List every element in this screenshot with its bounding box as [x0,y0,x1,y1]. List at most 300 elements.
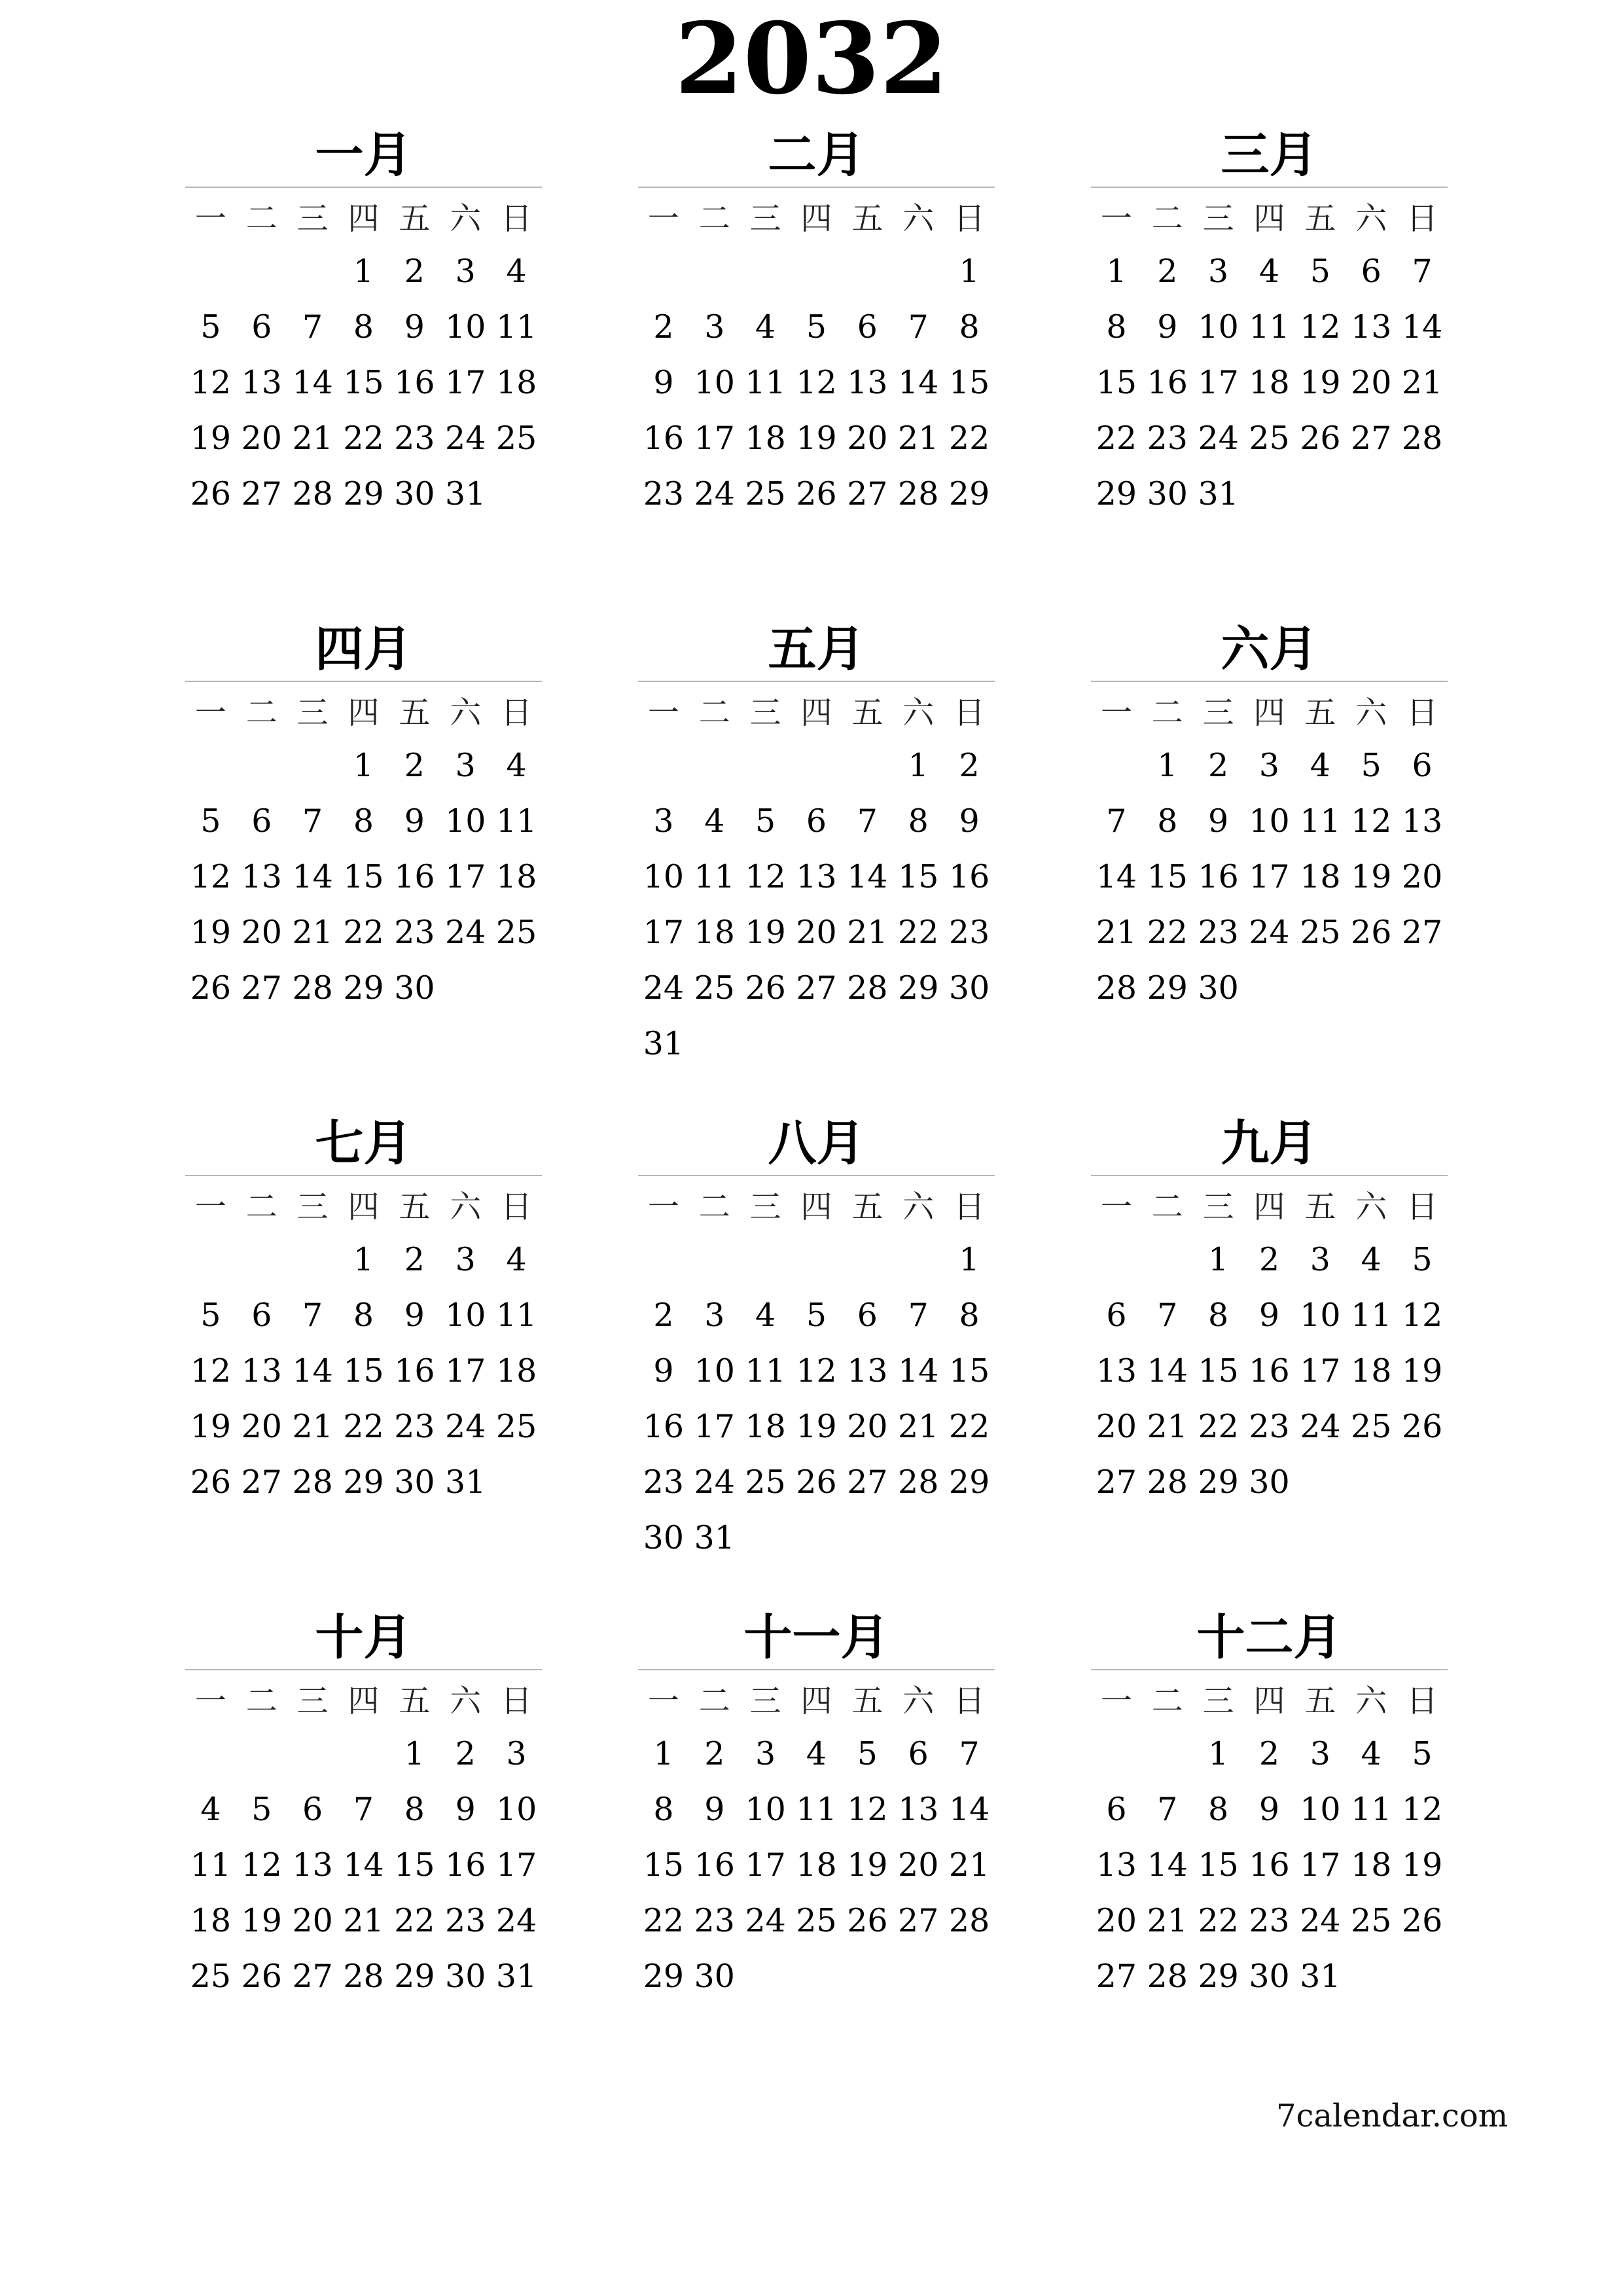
day-cell: 30 [1249,1958,1290,1995]
month-block [638,1116,995,1566]
week-row [638,1726,995,1782]
weekday-header: 一 [194,694,226,731]
day-cell: 28 [847,969,888,1007]
week-row [1091,905,1448,960]
day-cell: 2 [1258,1241,1280,1278]
week-row [638,1232,995,1287]
day-cell: 13 [847,364,888,401]
empty-day-cell [944,1948,995,2004]
day-cell: 4 [704,802,725,840]
day-cell: 27 [241,1463,282,1501]
empty-day-cell [491,466,542,522]
weekday-header-row [185,1176,542,1232]
day-cell: 16 [948,858,990,895]
day-cell: 4 [755,308,776,346]
empty-day-cell [740,1510,791,1566]
day-cell: 29 [1198,1463,1239,1501]
weekday-header: 日 [501,1683,533,1719]
day-cell: 22 [898,914,939,951]
day-cell: 11 [745,1352,786,1390]
day-cell: 17 [445,858,486,895]
weekday-header: 四 [1253,200,1285,237]
week-row [1091,410,1448,466]
day-cell: 16 [394,1352,435,1390]
day-cell: 21 [292,420,333,457]
day-cell: 27 [1401,914,1443,951]
week-row [1091,1399,1448,1454]
day-cell: 17 [694,420,735,457]
day-cell: 11 [495,308,537,346]
day-cell: 9 [959,802,980,840]
weekday-header: 四 [348,200,380,237]
day-cell: 19 [1351,858,1392,895]
day-cell: 12 [1300,308,1341,346]
day-cell: 13 [241,364,282,401]
week-row [638,1016,995,1071]
day-cell: 7 [1412,253,1433,290]
week-row [185,1893,542,1948]
empty-day-cell [1244,960,1295,1016]
week-row [185,355,542,410]
day-cell: 6 [302,1791,323,1828]
day-cell: 26 [1401,1408,1443,1445]
day-cell: 9 [1208,802,1229,840]
weekday-header: 日 [501,200,533,237]
day-cell: 23 [394,420,435,457]
day-cell: 25 [745,1463,786,1501]
day-cell: 16 [643,420,685,457]
weekday-header: 二 [698,694,730,731]
weekday-header: 二 [698,1189,730,1225]
weekday-header: 六 [902,200,935,237]
day-cell: 14 [292,364,333,401]
weekday-header: 二 [245,200,277,237]
day-cell: 30 [694,1958,735,1995]
day-cell: 2 [404,747,425,784]
day-cell: 1 [353,253,374,290]
weekday-header: 二 [698,200,730,237]
day-cell: 13 [1351,308,1392,346]
day-cell: 18 [745,1408,786,1445]
week-row [1091,1782,1448,1837]
day-cell: 12 [190,1352,232,1390]
day-cell: 23 [643,475,685,512]
day-cell: 7 [908,308,929,346]
empty-day-cell [491,960,542,1016]
empty-day-cell [1346,1948,1397,2004]
day-cell: 4 [506,253,527,290]
day-cell: 19 [190,420,232,457]
week-row [1091,1232,1448,1287]
weekday-header: 日 [1406,200,1438,237]
weekday-header: 日 [1406,694,1438,731]
day-cell: 27 [1351,420,1392,457]
day-cell: 20 [241,420,282,457]
day-cell: 14 [1401,308,1443,346]
weekday-header: 三 [296,1189,329,1225]
day-cell: 9 [404,802,425,840]
day-cell: 8 [1157,802,1178,840]
weekday-header: 五 [399,694,431,731]
day-cell: 5 [1412,1735,1433,1772]
day-cell: 3 [704,1297,725,1334]
day-cell: 13 [1096,1352,1137,1390]
day-cell: 18 [1300,858,1341,895]
month-name: 一月 [315,127,412,183]
day-cell: 28 [1147,1958,1188,1995]
day-cell: 15 [343,858,384,895]
day-cell: 23 [948,914,990,951]
day-cell: 12 [241,1846,282,1884]
week-row [638,299,995,355]
day-cell: 24 [1249,914,1290,951]
weekday-header: 四 [348,1683,380,1719]
month-block [638,622,995,1071]
day-cell: 2 [653,308,674,346]
month-table [1091,1176,1448,1510]
day-cell: 29 [1198,1958,1239,1995]
day-cell: 19 [241,1902,282,1939]
day-cell: 6 [1106,1297,1127,1334]
day-cell: 14 [343,1846,384,1884]
day-cell: 26 [190,1463,232,1501]
day-cell: 27 [847,475,888,512]
day-cell: 25 [495,420,537,457]
weekday-header-row [1091,1670,1448,1726]
weekday-header-row [638,188,995,243]
day-cell: 8 [959,1297,980,1334]
day-cell: 12 [1401,1297,1443,1334]
day-cell: 12 [1351,802,1392,840]
day-cell: 20 [898,1846,939,1884]
weekday-header: 五 [851,694,883,731]
website-footer[interactable]: 7calendar.com [1276,2098,1508,2134]
week-row [185,1232,542,1287]
day-cell: 10 [1300,1297,1341,1334]
empty-day-cell [287,1232,338,1287]
month-block [185,622,542,1016]
day-cell: 22 [1096,420,1137,457]
week-row [1091,1454,1448,1510]
day-cell: 18 [694,914,735,951]
week-row [185,410,542,466]
day-cell: 22 [948,420,990,457]
weekday-header: 六 [1355,1189,1387,1225]
day-cell: 1 [908,747,929,784]
weekday-header-row [185,1670,542,1726]
empty-day-cell [1346,960,1397,1016]
day-cell: 29 [948,475,990,512]
weekday-header: 四 [348,1189,380,1225]
empty-day-cell [1244,466,1295,522]
weekday-header: 日 [1406,1189,1438,1225]
day-cell: 6 [1106,1791,1127,1828]
month-name: 六月 [1221,621,1318,677]
day-cell: 6 [251,802,272,840]
day-cell: 30 [1147,475,1188,512]
day-cell: 31 [643,1025,685,1062]
weekday-header: 二 [1151,1189,1183,1225]
day-cell: 9 [1157,308,1178,346]
day-cell: 1 [959,253,980,290]
day-cell: 2 [455,1735,476,1772]
month-block [1091,1116,1448,1510]
day-cell: 21 [292,1408,333,1445]
weekday-header: 四 [800,1189,832,1225]
day-cell: 19 [745,914,786,951]
day-cell: 24 [495,1902,537,1939]
week-row [1091,1837,1448,1893]
empty-day-cell [689,1016,740,1071]
day-cell: 7 [908,1297,929,1334]
day-cell: 5 [251,1791,272,1828]
month-name: 五月 [768,621,865,677]
weekday-header: 四 [1253,1683,1285,1719]
empty-day-cell [1397,466,1448,522]
day-cell: 3 [755,1735,776,1772]
week-row [185,1454,542,1510]
day-cell: 19 [847,1846,888,1884]
empty-day-cell [1397,1948,1448,2004]
week-row [638,1287,995,1343]
day-cell: 6 [857,308,878,346]
day-cell: 4 [200,1791,221,1828]
day-cell: 23 [445,1902,486,1939]
week-row [185,849,542,905]
day-cell: 12 [190,858,232,895]
week-row [1091,466,1448,522]
day-cell: 12 [190,364,232,401]
weekday-header: 一 [647,694,679,731]
day-cell: 12 [745,858,786,895]
weekday-header-row [638,1670,995,1726]
day-cell: 23 [394,914,435,951]
weekday-header: 二 [1151,694,1183,731]
week-row [185,299,542,355]
empty-day-cell [185,1232,236,1287]
day-cell: 30 [394,1463,435,1501]
week-row [185,466,542,522]
day-cell: 18 [796,1846,837,1884]
day-cell: 27 [796,969,837,1007]
week-row [185,1948,542,2004]
day-cell: 24 [1300,1902,1341,1939]
day-cell: 1 [1208,1735,1229,1772]
weekday-header: 二 [245,1683,277,1719]
day-cell: 14 [292,1352,333,1390]
weekday-header: 一 [647,1189,679,1225]
day-cell: 28 [292,475,333,512]
month-table [638,188,995,522]
month-name: 十二月 [1196,1609,1342,1666]
day-cell: 3 [506,1735,527,1772]
week-row [1091,243,1448,299]
day-cell: 5 [806,308,827,346]
weekday-header: 五 [1304,1683,1336,1719]
week-row [638,1893,995,1948]
day-cell: 16 [1198,858,1239,895]
day-cell: 25 [495,1408,537,1445]
day-cell: 6 [806,802,827,840]
day-cell: 11 [1351,1297,1392,1334]
month-block [1091,1610,1448,2004]
weekday-header: 六 [902,1189,935,1225]
weekday-header: 六 [450,1189,482,1225]
weekday-header: 三 [749,1189,781,1225]
day-cell: 27 [847,1463,888,1501]
week-row [638,466,995,522]
day-cell: 29 [343,475,384,512]
month-table [1091,188,1448,522]
day-cell: 18 [495,858,537,895]
month-table [1091,1670,1448,2004]
week-row [1091,299,1448,355]
day-cell: 31 [495,1958,537,1995]
day-cell: 13 [847,1352,888,1390]
week-row [185,1399,542,1454]
day-cell: 10 [643,858,685,895]
day-cell: 18 [495,364,537,401]
day-cell: 5 [200,308,221,346]
day-cell: 5 [1412,1241,1433,1278]
empty-day-cell [1294,1454,1346,1510]
day-cell: 14 [292,858,333,895]
month-name: 十一月 [743,1609,889,1666]
day-cell: 4 [1258,253,1280,290]
day-cell: 30 [643,1519,685,1556]
weekday-header: 日 [954,1189,986,1225]
day-cell: 24 [694,1463,735,1501]
empty-day-cell [440,960,491,1016]
day-cell: 17 [745,1846,786,1884]
weekday-header: 四 [1253,694,1285,731]
day-cell: 18 [745,420,786,457]
empty-day-cell [236,243,287,299]
day-cell: 9 [653,364,674,401]
day-cell: 29 [343,969,384,1007]
empty-day-cell [287,738,338,793]
day-cell: 10 [495,1791,537,1828]
day-cell: 17 [1300,1846,1341,1884]
day-cell: 29 [343,1463,384,1501]
day-cell: 13 [898,1791,939,1828]
day-cell: 5 [1361,747,1382,784]
weekday-header: 三 [749,200,781,237]
day-cell: 25 [796,1902,837,1939]
month-table [185,1670,542,2004]
empty-day-cell [842,1232,893,1287]
day-cell: 8 [653,1791,674,1828]
day-cell: 7 [857,802,878,840]
day-cell: 3 [1208,253,1229,290]
empty-day-cell [791,738,842,793]
empty-day-cell [1346,1454,1397,1510]
day-cell: 15 [1096,364,1137,401]
month-table [185,188,542,522]
day-cell: 22 [948,1408,990,1445]
week-row [185,793,542,849]
empty-day-cell [1091,1232,1142,1287]
day-cell: 28 [343,1958,384,1995]
empty-day-cell [791,243,842,299]
day-cell: 16 [1249,1352,1290,1390]
empty-day-cell [893,1232,944,1287]
day-cell: 13 [292,1846,333,1884]
day-cell: 10 [445,1297,486,1334]
day-cell: 29 [948,1463,990,1501]
day-cell: 24 [745,1902,786,1939]
day-cell: 11 [694,858,735,895]
day-cell: 26 [241,1958,282,1995]
weekday-header: 五 [399,200,431,237]
week-row [185,1287,542,1343]
week-row [638,1343,995,1399]
day-cell: 3 [704,308,725,346]
day-cell: 16 [394,364,435,401]
day-cell: 23 [394,1408,435,1445]
day-cell: 10 [445,308,486,346]
week-row [638,1948,995,2004]
empty-day-cell [185,243,236,299]
week-row [1091,738,1448,793]
weekday-header: 四 [800,1683,832,1719]
day-cell: 5 [1310,253,1330,290]
day-cell: 6 [1361,253,1382,290]
empty-day-cell [791,1510,842,1566]
day-cell: 15 [1198,1352,1239,1390]
week-row [638,1399,995,1454]
week-row [185,1343,542,1399]
day-cell: 25 [190,1958,232,1995]
empty-day-cell [1397,960,1448,1016]
day-cell: 20 [796,914,837,951]
day-cell: 8 [959,308,980,346]
weekday-header: 六 [450,1683,482,1719]
day-cell: 17 [643,914,685,951]
empty-day-cell [740,1016,791,1071]
day-cell: 15 [343,1352,384,1390]
day-cell: 24 [445,1408,486,1445]
day-cell: 28 [292,1463,333,1501]
weekday-header: 一 [1100,200,1132,237]
weekday-header: 一 [647,200,679,237]
month-table [1091,682,1448,1016]
empty-day-cell [185,1726,236,1782]
day-cell: 23 [694,1902,735,1939]
week-row [638,410,995,466]
day-cell: 24 [643,969,685,1007]
day-cell: 22 [343,914,384,951]
day-cell: 29 [1096,475,1137,512]
weekday-header: 三 [1202,1189,1234,1225]
day-cell: 26 [796,1463,837,1501]
weekday-header: 二 [1151,200,1183,237]
empty-day-cell [893,1510,944,1566]
day-cell: 28 [898,475,939,512]
day-cell: 13 [796,858,837,895]
empty-day-cell [1294,960,1346,1016]
day-cell: 3 [455,1241,476,1278]
week-row [185,1837,542,1893]
weekday-header: 一 [194,200,226,237]
day-cell: 20 [292,1902,333,1939]
day-cell: 21 [948,1846,990,1884]
day-cell: 18 [190,1902,232,1939]
day-cell: 6 [251,1297,272,1334]
day-cell: 29 [394,1958,435,1995]
day-cell: 13 [1401,802,1443,840]
empty-day-cell [236,1232,287,1287]
